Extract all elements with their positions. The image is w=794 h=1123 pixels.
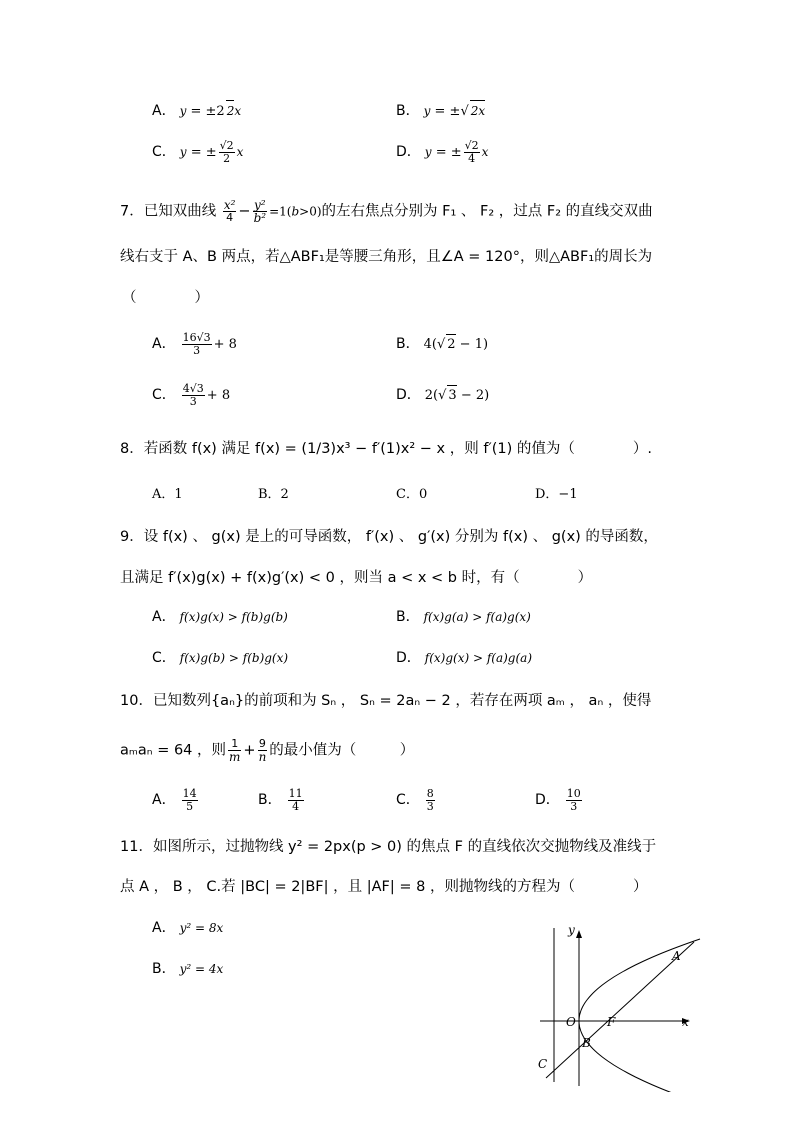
q8-stem: 8．若函数 f(x) 满足 f(x) = (1/3)x³ − f′(1)x² − x ，则 f′(1) 的值为（ ）.	[120, 441, 652, 457]
y-axis-arrow	[576, 930, 582, 938]
q8-option-d: D．−1	[535, 487, 578, 502]
q11-line2: 点 A ， B ， C.若 |BC| = 2|BF| ，且 |AF| = 8 ，则抛物线的方程为（ ）	[120, 879, 648, 895]
point-a-label: A	[672, 949, 681, 963]
q7-option-a: A． $\frac{16√ 3}{3}$ + 8	[152, 332, 237, 357]
q6-option-b: B． y = ±√ 2x	[396, 100, 485, 122]
point-b-label: B	[582, 1036, 591, 1050]
q9-option-c: C． f(x)g(b) > f(b)g(x)	[152, 650, 289, 666]
q11-parabola-figure	[532, 922, 702, 1092]
y-axis-label: y	[568, 923, 575, 937]
point-c-label: C	[538, 1057, 548, 1071]
q11-option-b: B． y² = 4x	[152, 961, 224, 977]
q11-option-a: A． y² = 8x	[152, 920, 224, 936]
origin-label: O	[566, 1015, 576, 1029]
q7-option-c: C． $\frac{4√ 3}{3}$ + 8	[152, 383, 230, 408]
q9-line2: 且满足 f′(x)g(x) + f(x)g′(x) < 0 ，则当 a < x < b 时，有（ ）	[120, 570, 593, 586]
q11-line1: 11．如图所示，过抛物线 y² = 2px(p > 0) 的焦点 F 的直线依次交抛物线及准线于	[120, 839, 657, 855]
q6-option-a: A． y = ±2 2x	[152, 100, 241, 122]
q10-option-d: D． $\frac{10}{3}$	[535, 787, 581, 813]
q7-option-b: B． 4(√ 2 − 1)	[396, 334, 488, 355]
q8-option-c: C．0	[396, 487, 428, 502]
q7-line1: 7．已知双曲线 $\frac{\text{x²}}{4}$ − $\frac{\text{y²}}{\text{b²}}$ =1(b>0)的左右焦点分别为 F₁ 、 F₂ ，过点 F₂ 的直线交双曲	[120, 198, 653, 225]
q7-line2: 线右支于 A、B 两点，若△ABF₁是等腰三角形，且∠A = 120°，则△ABF₁的周长为	[120, 249, 653, 265]
q9-option-b: B． f(x)g(a) > f(a)g(x)	[396, 609, 531, 625]
q8-option-a: A．1	[152, 487, 183, 502]
q10-option-c: C． $\frac{8}{3}$	[396, 787, 434, 813]
q10-line2: aₘaₙ = 64 ，则 $\frac{1}{m}$ + $\frac{9}{n}$ 的最小值为（ ）	[120, 737, 415, 764]
q7-option-d: D． 2(√ 3 − 2)	[396, 385, 489, 406]
q9-option-d: D． f(x)g(x) > f(a)g(a)	[396, 650, 533, 666]
q9-line1: 9．设 f(x) 、 g(x) 是上的可导函数， f′(x) 、 g′(x) 分别为 f(x) 、 g(x) 的导函数，	[120, 529, 658, 545]
q10-line1: 10．已知数列{aₙ}的前项和为 Sₙ ， Sₙ = 2aₙ − 2 ，若存在两项 aₘ ， aₙ ，使得	[120, 693, 652, 709]
q6-option-d: D． y = ± √ $\frac{2}{4}$ x	[396, 140, 488, 165]
x-axis-label: x	[682, 1015, 689, 1029]
q10-option-b: B． $\frac{11}{4}$	[258, 787, 303, 813]
q10-option-a: A． $\frac{14}{5}$	[152, 787, 197, 813]
q6-option-c: C． y = ± √ $\frac{2}{2}$ x	[152, 140, 243, 165]
focus-label: F	[607, 1015, 616, 1029]
q8-option-b: B．2	[258, 487, 289, 502]
q9-option-a: A． f(x)g(x) > f(b)g(b)	[152, 609, 288, 625]
q7-answer-blank: （ ）	[122, 290, 209, 306]
